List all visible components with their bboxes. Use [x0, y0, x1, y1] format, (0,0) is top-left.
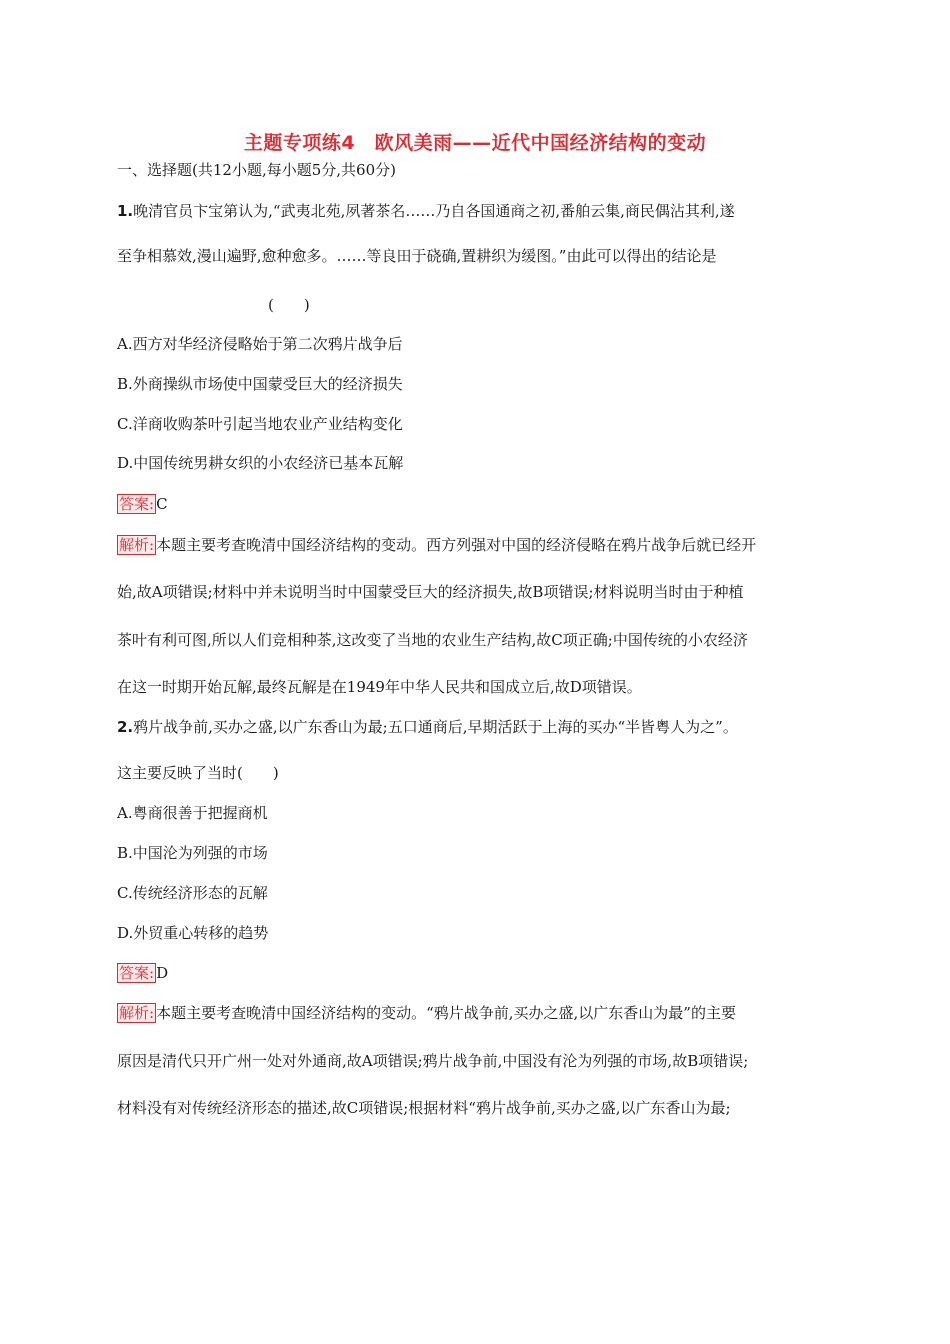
question-1-analysis-line-3: 茶叶有利可图,所以人们竞相种茶,这改变了当地的农业生产结构,故C项正确;中国传统的小农经济	[117, 631, 748, 649]
analysis-tag: 解析:	[119, 1004, 155, 1022]
answer-value: D	[156, 964, 169, 982]
question-1-number: 1.	[117, 202, 134, 220]
question-2-option-c: C.传统经济形态的瓦解	[117, 884, 268, 902]
section-heading: 一、选择题(共12小题,每小题5分,共60分)	[117, 161, 396, 179]
answer-tag: 答案:	[119, 964, 155, 982]
question-2-stem-line-1	[117, 717, 738, 737]
question-1-stem-text: 晚清官员卞宝第认为,“武夷北苑,夙著茶名……乃自各国通商之初,番舶云集,商民偶沾其利,遂	[133, 202, 735, 220]
answer-value: C	[156, 495, 168, 513]
analysis-text: 本题主要考查晚清中国经济结构的变动。“鸦片战争前,买办之盛,以广东香山为最”的主要	[156, 1004, 736, 1022]
answer-tag: 答案:	[119, 495, 155, 513]
question-2-answer	[117, 963, 168, 983]
question-2-option-b: B.中国沦为列强的市场	[117, 844, 268, 862]
question-1-analysis-line-2: 始,故A项错误;材料中并未说明当时中国蒙受巨大的经济损失,故B项错误;材料说明当时由于种植	[117, 583, 744, 601]
question-1-bracket: ( )	[268, 296, 310, 314]
question-1-analysis-line-1	[117, 535, 756, 555]
analysis-text: 本题主要考查晚清中国经济结构的变动。西方列强对中国的经济侵略在鸦片战争后就已经开	[156, 536, 757, 554]
question-1-answer	[117, 494, 168, 514]
question-1-stem-line-1	[117, 201, 735, 221]
question-2-stem-line-2: 这主要反映了当时( )	[117, 764, 279, 782]
question-2-option-a: A.粤商很善于把握商机	[117, 804, 268, 822]
question-2-analysis-line-1	[117, 1003, 736, 1023]
question-2-number: 2.	[117, 718, 134, 736]
page-title: 主题专项练4 欧风美雨——近代中国经济结构的变动	[243, 132, 707, 154]
question-2-analysis-line-3: 材料没有对传统经济形态的描述,故C项错误;根据材料“鸦片战争前,买办之盛,以广东香山为最;	[117, 1099, 731, 1117]
question-2-analysis-line-2: 原因是清代只开广州一处对外通商,故A项错误;鸦片战争前,中国没有沦为列强的市场,故B项错误;	[117, 1052, 749, 1070]
question-2-stem-text: 鸦片战争前,买办之盛,以广东香山为最;五口通商后,早期活跃于上海的买办“半皆粤人为之”。	[133, 718, 738, 736]
question-1-analysis-line-4: 在这一时期开始瓦解,最终瓦解是在1949年中华人民共和国成立后,故D项错误。	[117, 678, 642, 696]
question-2-option-d: D.外贸重心转移的趋势	[117, 924, 269, 942]
question-1-option-a: A.西方对华经济侵略始于第二次鸦片战争后	[117, 335, 403, 353]
question-1-option-b: B.外商操纵市场使中国蒙受巨大的经济损失	[117, 375, 403, 393]
question-1-stem-line-2: 至争相慕效,漫山遍野,愈种愈多。……等良田于硗确,置耕织为缓图。”由此可以得出的结论是	[117, 247, 717, 265]
question-1-option-d: D.中国传统男耕女织的小农经济已基本瓦解	[117, 454, 404, 472]
question-1-option-c: C.洋商收购茶叶引起当地农业产业结构变化	[117, 415, 403, 433]
analysis-tag: 解析:	[119, 536, 155, 554]
